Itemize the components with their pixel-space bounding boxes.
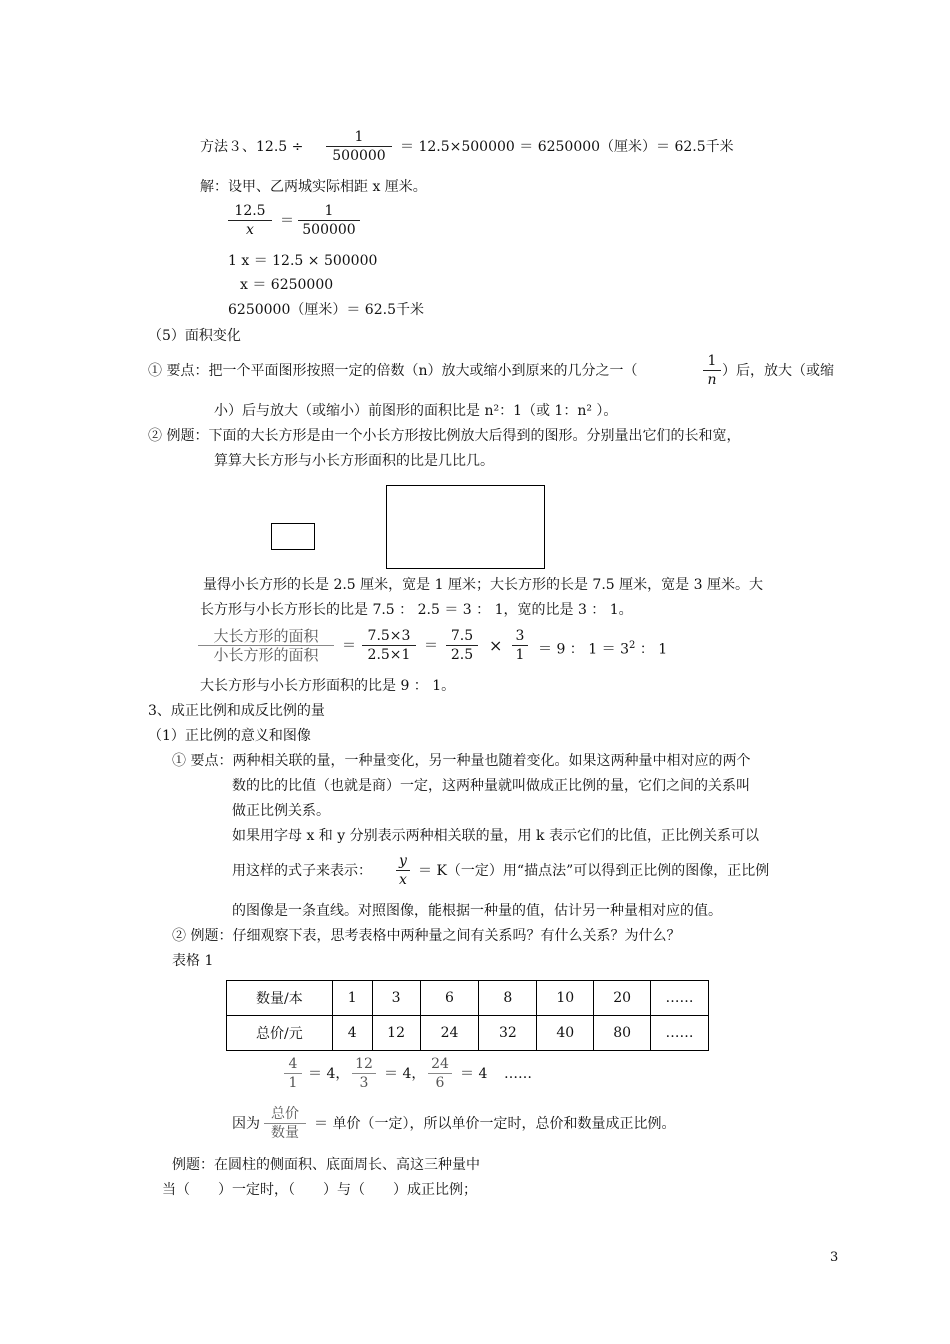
table-cell: 20 bbox=[594, 981, 651, 1016]
section3-example: ② 例题：仔细观察下表，思考表格中两种量之间有关系吗？有什么关系？为什么？ bbox=[172, 928, 681, 944]
table-row bbox=[227, 981, 709, 1016]
table-cell: 80 bbox=[594, 1016, 651, 1051]
section5-point-line2: 小）后与放大（或缩小）前图形的面积比是 n²：1（或 1：n² ）。 bbox=[214, 403, 618, 419]
fraction-denominator: 500000 bbox=[332, 148, 386, 164]
table-cell: …… bbox=[651, 981, 709, 1016]
table-caption: 表格 1 bbox=[172, 953, 214, 969]
table-cell: 3 bbox=[372, 981, 420, 1016]
times-sign: × bbox=[489, 636, 503, 655]
fraction-denominator: x bbox=[399, 872, 407, 888]
fraction-numerator: 7.5 bbox=[450, 628, 474, 644]
equals-sign: ＝ bbox=[342, 638, 356, 654]
section5-example-line2: 算算大长方形与小长方形面积的比是几比几。 bbox=[214, 453, 494, 469]
area-conclusion: 大长方形与小长方形面积的比是 9 ： 1。 bbox=[200, 678, 456, 694]
measure-line1: 量得小长方形的长是 2.5 厘米，宽是 1 厘米；大长方形的长是 7.5 厘米，宽是 3 厘米。大 bbox=[203, 577, 763, 593]
section3-sub1: （1）正比例的意义和图像 bbox=[148, 728, 311, 744]
table-cell: 6 bbox=[420, 981, 479, 1016]
fraction-numerator: 1 bbox=[707, 353, 717, 369]
area-fraction-2 bbox=[362, 627, 416, 664]
fraction-denominator: 2.5 bbox=[450, 647, 474, 663]
fraction-denominator: 2.5×1 bbox=[367, 647, 411, 663]
fraction-numerator: 3 bbox=[515, 628, 525, 644]
section5-example-line1: ② 例题：下面的大长方形是由一个小长方形按比例放大后得到的图形。分别量出它们的长和宽， bbox=[148, 428, 741, 444]
ratio-value-1: ＝ 4， bbox=[308, 1066, 350, 1082]
ratio-value-2: ＝ 4， bbox=[384, 1066, 426, 1082]
large-rectangle bbox=[386, 485, 545, 569]
method3-fraction bbox=[326, 128, 392, 165]
ratio-value-3: ＝ 4 bbox=[460, 1066, 488, 1082]
table-cell: …… bbox=[651, 1016, 709, 1051]
area-result-tail: ： 1 bbox=[639, 641, 668, 658]
because-suffix: ＝ 单价（一定），所以单价一定时，总价和数量成正比例。 bbox=[314, 1116, 676, 1132]
fraction-numerator: 12.5 bbox=[234, 203, 266, 219]
fraction-numerator: 1 bbox=[354, 129, 364, 145]
area-fraction-4 bbox=[512, 627, 528, 664]
section3-point-l5a: 用这样的式子来表示： bbox=[232, 863, 372, 879]
fraction-denominator: 1 bbox=[515, 647, 525, 663]
method3-prefix: 方法３、12.5 ÷ bbox=[200, 139, 304, 155]
fraction-denominator: x bbox=[246, 222, 254, 238]
table-row-label: 数量/本 bbox=[227, 981, 333, 1016]
area-ratio-fraction bbox=[198, 627, 334, 664]
area-result-main: ＝ 9 ： 1 ＝ 3 bbox=[538, 641, 629, 658]
section3-point-l1: ① 要点：两种相关联的量，一种量变化，另一种量也随着变化。如果这两种量中相对应的两个 bbox=[172, 753, 751, 769]
fraction-denominator: 1 bbox=[288, 1075, 298, 1091]
price-quantity-fraction bbox=[264, 1105, 306, 1142]
table-row-label: 总价/元 bbox=[227, 1016, 333, 1051]
solution-step2: x ＝ 6250000 bbox=[240, 277, 334, 293]
table-cell: 1 bbox=[332, 981, 372, 1016]
because-prefix: 因为 bbox=[232, 1116, 260, 1132]
fraction-numerator: 1 bbox=[324, 203, 334, 219]
area-fraction-3 bbox=[446, 627, 478, 664]
section3-point-l3: 做正比例关系。 bbox=[232, 803, 330, 819]
table-cell: 32 bbox=[479, 1016, 537, 1051]
fraction-numerator: 总价 bbox=[271, 1106, 299, 1122]
fraction-denominator: 6 bbox=[435, 1075, 445, 1091]
fraction-denominator: n bbox=[707, 372, 717, 388]
ratio-fraction-1 bbox=[284, 1055, 302, 1092]
ratio-fraction-2 bbox=[352, 1055, 376, 1092]
fraction-numerator: 4 bbox=[288, 1056, 298, 1072]
example2-line1: 例题：在圆柱的侧面积、底面周长、高这三种量中 bbox=[172, 1157, 480, 1173]
fraction-denominator: 3 bbox=[359, 1075, 369, 1091]
table-cell: 10 bbox=[537, 981, 594, 1016]
area-result bbox=[538, 636, 667, 660]
section3-point-l6: 的图像是一条直线。对照图像，能根据一种量的值，估计另一种量相对应的值。 bbox=[232, 903, 722, 919]
equals-sign: ＝ bbox=[280, 213, 294, 229]
method3-suffix: ＝ 12.5×500000 ＝ 6250000（厘米）＝ 62.5千米 bbox=[400, 139, 734, 155]
fraction-numerator: y bbox=[399, 853, 407, 869]
quantity-price-table bbox=[226, 980, 709, 1051]
area-result-exponent: 2 bbox=[628, 640, 636, 651]
solution-intro: 解：设甲、乙两城实际相距 x 厘米。 bbox=[200, 179, 427, 195]
fraction-denominator: 小长方形的面积 bbox=[213, 646, 319, 664]
section3-point-l2: 数的比的比值（也就是商）一定，这两种量就叫做成正比例的量，它们之间的关系叫 bbox=[232, 778, 750, 794]
section5-heading: （5）面积变化 bbox=[148, 328, 241, 344]
point-fraction bbox=[703, 352, 721, 389]
fraction-denominator: 数量 bbox=[271, 1125, 299, 1141]
y-over-x-fraction bbox=[396, 852, 410, 889]
section3-heading: 3、成正比例和成反比例的量 bbox=[148, 703, 325, 719]
page-number: 3 bbox=[830, 1250, 839, 1265]
fraction-numerator: 大长方形的面积 bbox=[213, 627, 319, 645]
ratio-ellipsis: …… bbox=[504, 1066, 532, 1082]
solution-right-fraction bbox=[298, 202, 360, 239]
fraction-numerator: 12 bbox=[355, 1056, 373, 1072]
small-rectangle bbox=[271, 523, 315, 550]
example2-line2: 当（ ）一定时，（ ）与（ ）成正比例； bbox=[162, 1182, 477, 1198]
table-cell: 40 bbox=[537, 1016, 594, 1051]
fraction-numerator: 7.5×3 bbox=[367, 628, 411, 644]
section5-point-a: ① 要点：把一个平面图形按照一定的倍数（n）放大或缩小到原来的几分之一（ bbox=[148, 363, 638, 379]
solution-step1: 1 x ＝ 12.5 × 500000 bbox=[228, 253, 378, 269]
table-cell: 24 bbox=[420, 1016, 479, 1051]
section3-point-l4: 如果用字母 x 和 y 分别表示两种相关联的量，用 k 表示它们的比值，正比例关系可以 bbox=[232, 828, 759, 844]
measure-line2: 长方形与小长方形长的比是 7.5 ： 2.5 ＝ 3 ： 1，宽的比是 3 ： 1。 bbox=[200, 602, 633, 618]
table-cell: 8 bbox=[479, 981, 537, 1016]
section3-point-l5b: ＝ K（一定）用“描点法”可以得到正比例的图像，正比例 bbox=[418, 863, 770, 879]
table-row bbox=[227, 1016, 709, 1051]
solution-step3: 6250000（厘米）＝ 62.5千米 bbox=[228, 302, 424, 318]
table-cell: 12 bbox=[372, 1016, 420, 1051]
equals-sign: ＝ bbox=[424, 638, 438, 654]
ratio-fraction-3 bbox=[428, 1055, 452, 1092]
section5-point-b: ）后，放大（或缩 bbox=[722, 363, 834, 379]
fraction-numerator: 24 bbox=[431, 1056, 449, 1072]
table-cell: 4 bbox=[332, 1016, 372, 1051]
fraction-denominator: 500000 bbox=[302, 222, 356, 238]
solution-left-fraction bbox=[228, 202, 272, 239]
